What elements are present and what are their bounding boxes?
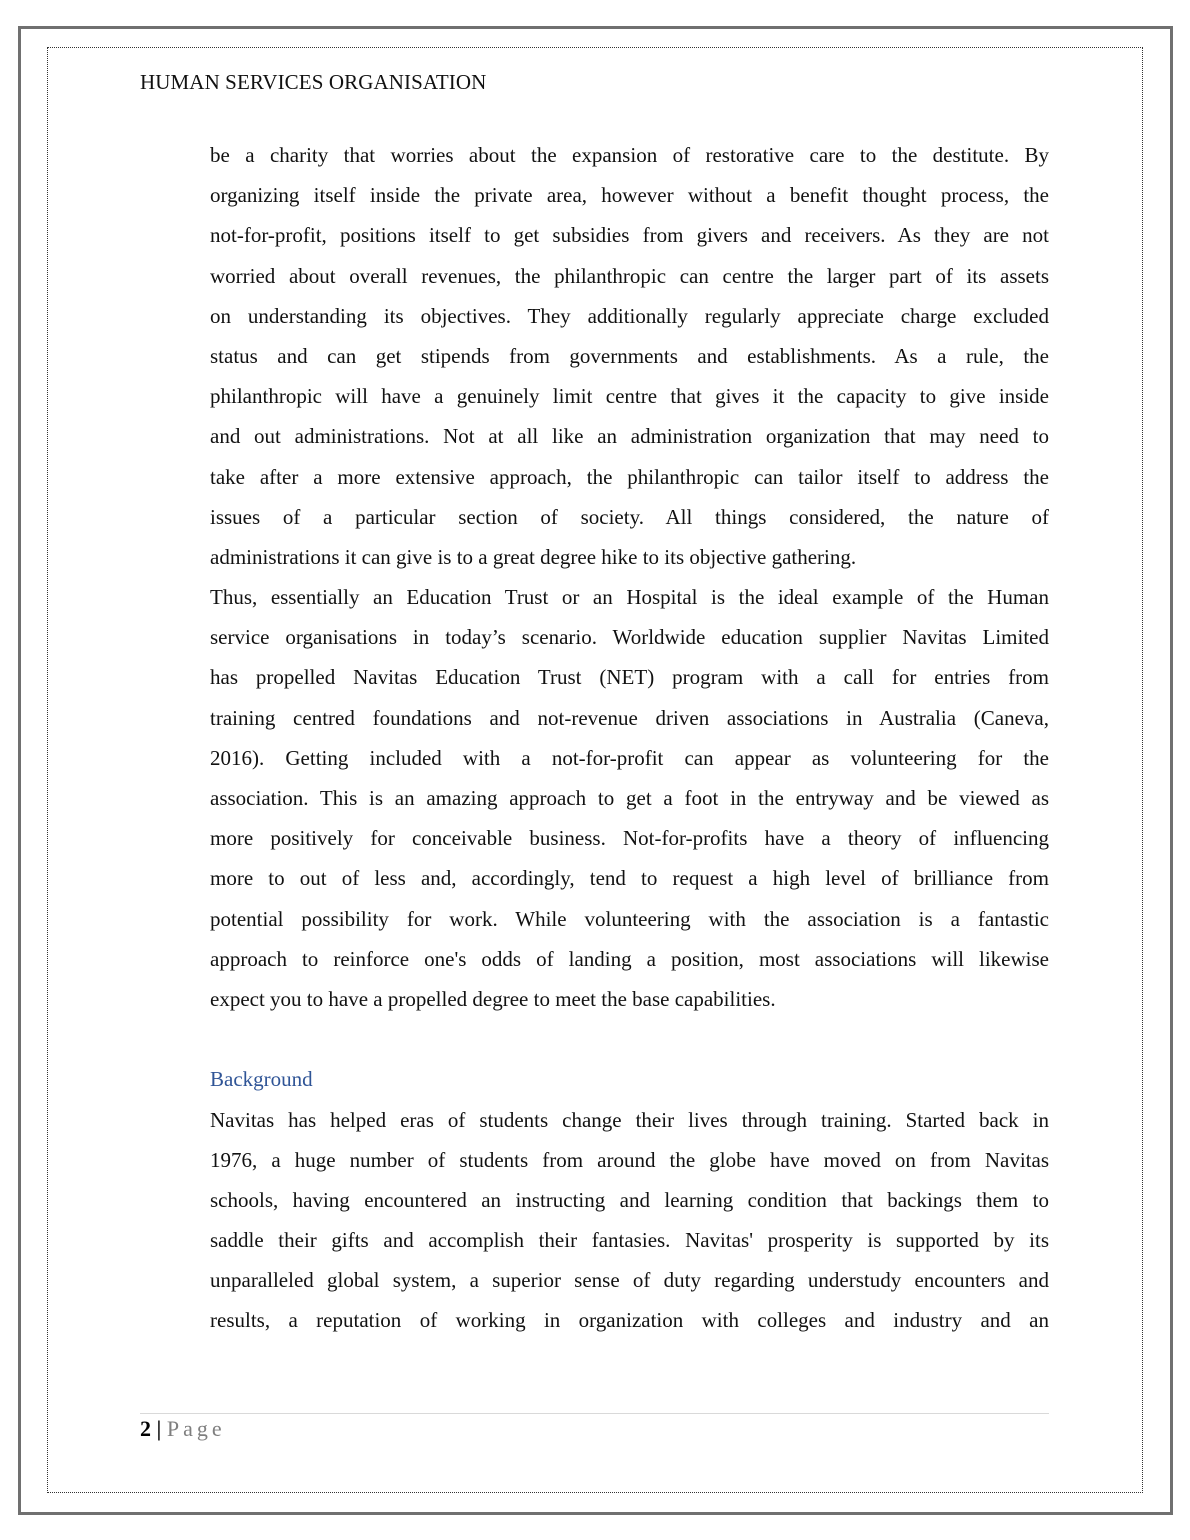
text-line: Navitas has helped eras of students change their lives through training. Started back in — [210, 1107, 1049, 1132]
text-line: administrations it can give is to a great degree hike to its objective gathering. — [210, 544, 857, 569]
text-line: philanthropic will have a genuinely limit centre that gives it the capacity to give inside — [210, 384, 1049, 409]
footer-divider — [140, 1413, 1049, 1414]
running-header: HUMAN SERVICES ORGANISATION — [140, 70, 487, 94]
text-line: potential possibility for work. While volunteering with the association is a fantastic — [210, 906, 1049, 931]
paragraph — [210, 1100, 1049, 1341]
text-line: issues of a particular section of society. All things considered, the nature of — [210, 504, 1049, 529]
text-line: training centred foundations and not-revenue driven associations in Australia (Caneva, — [210, 705, 1049, 730]
text-line: association. This is an amazing approach to get a foot in the entryway and be viewed as — [210, 786, 1049, 810]
text-line: take after a more extensive approach, the philanthropic can tailor itself to address the — [210, 464, 1049, 489]
text-line: unparalleled global system, a superior sense of duty regarding understudy encounters and — [210, 1268, 1049, 1293]
text-line: Thus, essentially an Education Trust or an Hospital is the ideal example of the Human — [210, 585, 1049, 610]
text-line: worried about overall revenues, the philanthropic can centre the larger part of its assets — [210, 263, 1049, 288]
text-line: schools, having encountered an instructing and learning condition that backings them to — [210, 1187, 1049, 1212]
text-line: be a charity that worries about the expansion of restorative care to the destitute. By — [210, 143, 1049, 167]
text-line: 1976, a huge number of students from around the globe have moved on from Navitas — [210, 1147, 1049, 1172]
paragraph — [210, 577, 1049, 1019]
blank-line — [210, 1019, 1049, 1059]
text-line: on understanding its objectives. They additionally regularly appreciate charge excluded — [210, 303, 1049, 328]
text-line: more positively for conceivable business. Not-for-profits have a theory of influencing — [210, 826, 1049, 851]
text-line: more to out of less and, accordingly, tend to request a high level of brilliance from — [210, 866, 1049, 891]
document-body — [210, 135, 1049, 1341]
text-line: results, a reputation of working in organization with colleges and industry and an — [210, 1308, 1049, 1333]
text-line: not-for-profit, positions itself to get subsidies from givers and receivers. As they are not — [210, 223, 1049, 248]
paragraph — [210, 135, 1049, 577]
text-line: service organisations in today’s scenario. Worldwide education supplier Navitas Limited — [210, 625, 1049, 650]
text-line: approach to reinforce one's odds of landing a position, most associations will likewise — [210, 946, 1049, 971]
text-line: has propelled Navitas Education Trust (NET) program with a call for entries from — [210, 665, 1049, 690]
page-footer — [140, 1416, 226, 1442]
footer-separator: | — [151, 1416, 167, 1441]
page-number: 2 — [140, 1416, 151, 1441]
text-line: expect you to have a propelled degree to meet the base capabilities. — [210, 986, 776, 1011]
section-heading: Background — [210, 1067, 313, 1092]
text-line: and out administrations. Not at all like an administration organization that may need to — [210, 424, 1049, 449]
text-line: status and can get stipends from governments and establishments. As a rule, the — [210, 343, 1049, 368]
text-line: organizing itself inside the private area, however without a benefit thought process, the — [210, 183, 1049, 208]
text-line: 2016). Getting included with a not-for-profit can appear as volunteering for the — [210, 745, 1049, 770]
page-label: Page — [166, 1416, 226, 1441]
text-line: saddle their gifts and accomplish their fantasies. Navitas' prosperity is supported by its — [210, 1228, 1049, 1253]
